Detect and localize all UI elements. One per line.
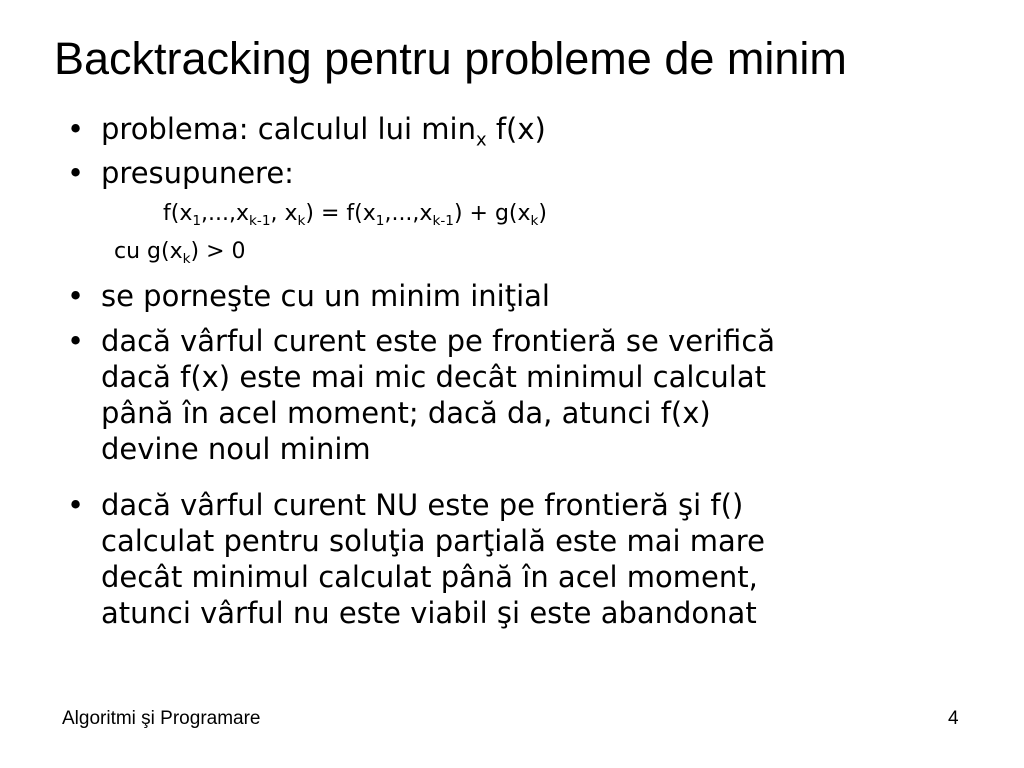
bullet-pruning-line: calculat pentru soluţia parţială este mai mare [101,524,765,558]
footer-page-number: 4 [948,708,959,729]
formula-subscript: k-1 [432,212,454,229]
condition-part: ) > 0 [190,239,246,264]
bullet-pruning-line: dacă vârful curent NU este pe frontieră şi f() [101,488,744,522]
bullet-initial-minimum [67,278,550,314]
bullet-dot-icon: • [67,324,85,358]
formula-part: , x [270,201,298,226]
formula-part: ,...,x [201,201,250,226]
bullet-assumption [67,155,294,191]
formula-subscript: k [530,212,539,229]
bullet-frontier-check-line: până în acel moment; dacă da, atunci f(x) [101,396,711,430]
bullet-frontier-check [67,323,776,467]
slide-title: Backtracking pentru probleme de minim [54,33,847,84]
bullet-frontier-check-line: dacă f(x) este mai mic decât minimul calculat [101,360,766,394]
bullet-problem-rest: f(x) [486,112,546,146]
formula-part: f(x [163,201,193,226]
formula-part: ) = f(x [305,201,376,226]
formula-line [163,200,547,228]
condition-part: cu g(x [114,239,183,264]
bullet-pruning [67,487,765,631]
bullet-dot-icon: • [67,156,85,190]
bullet-pruning-line: atunci vârful nu este viabil şi este abandonat [101,596,757,630]
condition-subscript: k [182,250,191,267]
formula-part: ) + g(x [453,201,531,226]
bullet-pruning-line: decât minimul calculat până în acel moment, [101,560,758,594]
formula-part: ) [538,201,547,226]
bullet-assumption-text: presupunere: [101,156,294,190]
formula-subscript: 1 [375,212,385,229]
bullet-problem-subscript: x [475,129,487,151]
formula-subscript: 1 [192,212,202,229]
bullet-frontier-check-line: devine noul minim [101,432,371,466]
bullet-initial-minimum-text: se porneşte cu un minim iniţial [101,279,550,313]
condition-line [114,238,246,266]
bullet-dot-icon: • [67,112,85,146]
formula-part: ,...,x [384,201,433,226]
bullet-frontier-check-line: dacă vârful curent este pe frontieră se verifică [101,324,776,358]
formula-subscript: k [297,212,306,229]
bullet-problem-text: problema: calculul lui min [101,112,476,146]
bullet-dot-icon: • [67,488,85,522]
bullet-dot-icon: • [67,279,85,313]
footer-course-name: Algoritmi şi Programare [62,708,261,729]
formula-subscript: k-1 [249,212,271,229]
bullet-problem [67,111,546,151]
